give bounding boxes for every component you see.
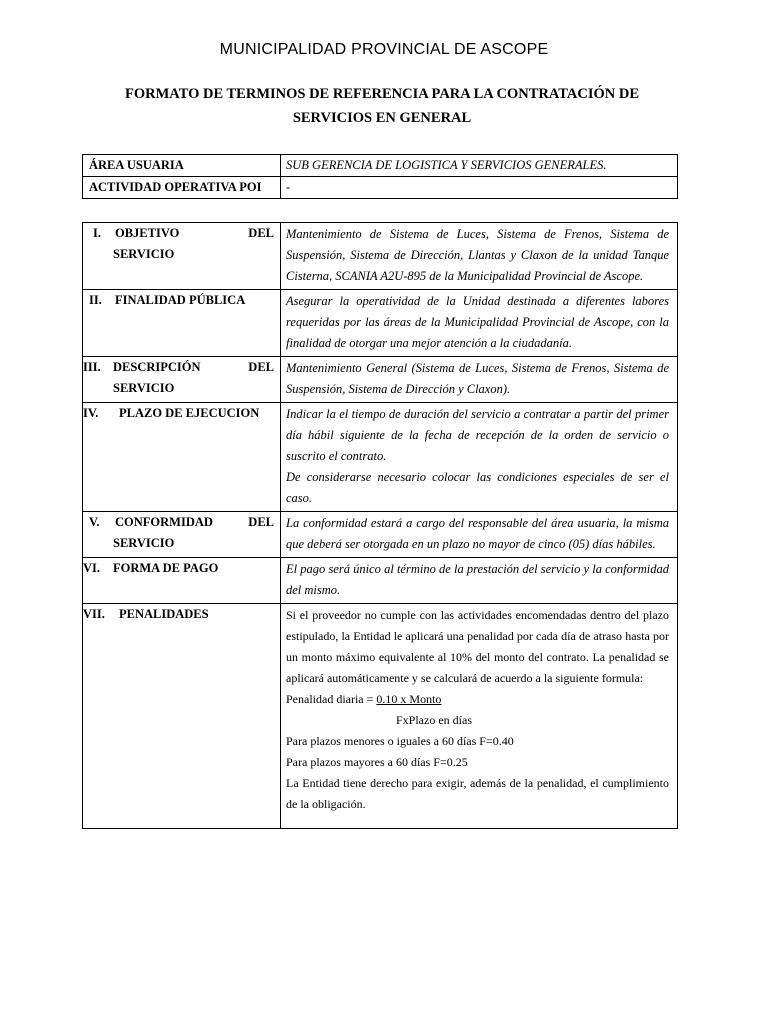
section-conformidad [83, 512, 678, 558]
section-label: FORMA DE PAGO [113, 561, 219, 575]
section-label-cell [83, 290, 281, 357]
penalidades-text-2: La Entidad tiene derecho para exigir, además de la penalidad, el cumplimiento de la obligación. [286, 776, 669, 811]
area-label: ÁREA USUARIA [89, 158, 184, 172]
formula-denominator: FxPlazo en días [396, 713, 472, 727]
plazo-text-2: De considerarse necesario colocar las condiciones especiales de ser el caso. [286, 470, 669, 505]
section-label-cell [83, 223, 281, 290]
section-number: III. [83, 360, 101, 374]
section-text-cell [281, 512, 678, 558]
poi-value-cell [281, 177, 678, 199]
area-label-cell [83, 155, 281, 177]
section-label: DESCRIPCIÓN DEL [113, 360, 274, 374]
info-table [82, 154, 678, 199]
section-label-cell [83, 403, 281, 512]
section-text-cell [281, 223, 678, 290]
poi-label-cell [83, 177, 281, 199]
penalidad-rule-1: Para plazos menores o iguales a 60 días F=0.40 [286, 734, 514, 748]
section-label-line2: SERVICIO [113, 536, 175, 550]
area-value-cell [281, 155, 678, 177]
document-title [82, 82, 682, 130]
section-label-cell [83, 357, 281, 403]
section-plazo [83, 403, 678, 512]
penalidades-text-1: Si el proveedor no cumple con las actividades encomendadas dentro del plazo estipulado, la Entidad le aplicará una penalidad por cada día de atraso hasta por un monto máximo equivalente al 10% del monto del contrato. La penalidad se aplicará automáticamente y se calculará de acuerdo a la siguiente formula: [286, 608, 669, 685]
poi-value: - [286, 180, 291, 194]
section-objetivo [83, 223, 678, 290]
section-label: FINALIDAD PÚBLICA [115, 293, 246, 307]
pago-text: El pago será único al término de la prestación del servicio y la conformidad del mismo. [286, 562, 669, 597]
section-number: II. [89, 293, 102, 307]
formula-numerator: 0.10 x Monto [376, 692, 442, 706]
penalidad-formula: Penalidad diaria = 0.10 x Monto [286, 692, 442, 706]
section-pago [83, 558, 678, 604]
conformidad-text: La conformidad estará a cargo del responsable del área usuaria, la misma que deberá ser otorgada en un plazo no mayor de cinco (05) días hábiles. [286, 516, 669, 551]
section-label-line2: SERVICIO [113, 381, 175, 395]
penalidad-rule-2: Para plazos mayores a 60 días F=0.25 [286, 755, 468, 769]
plazo-text-1: Indicar la el tiempo de duración del servicio a contratar a partir del primer día hábil siguiente de la fecha de recepción de la orden de servicio o suscrito el contrato. [286, 407, 669, 463]
section-label: PLAZO DE EJECUCION [119, 406, 260, 420]
section-label: PENALIDADES [119, 607, 209, 621]
poi-label: ACTIVIDAD OPERATIVA POI [89, 180, 262, 194]
section-text-cell [281, 290, 678, 357]
section-text-cell [281, 604, 678, 829]
section-label-line2: SERVICIO [113, 247, 175, 261]
section-number: VII. [83, 607, 105, 621]
section-text-cell [281, 403, 678, 512]
section-label: OBJETIVO DEL [115, 226, 274, 240]
section-number: VI. [83, 561, 101, 575]
section-label-cell [83, 512, 281, 558]
section-label: CONFORMIDAD DEL [115, 515, 274, 529]
poi-row [83, 177, 678, 199]
section-number: V. [89, 515, 100, 529]
title-line-2: SERVICIOS EN GENERAL [292, 110, 472, 126]
municipality-name: MUNICIPALIDAD PROVINCIAL DE ASCOPE [219, 41, 549, 58]
section-text-cell [281, 357, 678, 403]
section-label-cell [83, 604, 281, 829]
area-row [83, 155, 678, 177]
section-penalidades [83, 604, 678, 829]
finalidad-text: Asegurar la operatividad de la Unidad destinada a diferentes labores requeridas por las áreas de la Municipalidad Provincial de Ascope, con la finalidad de otorgar una mejor atención a la ciudadanía. [286, 294, 669, 350]
terms-table [82, 222, 678, 829]
section-descripcion [83, 357, 678, 403]
title-line-1: FORMATO DE TERMINOS DE REFERENCIA PARA LA CONTRATACIÓN DE [125, 86, 639, 102]
descripcion-text: Mantenimiento General (Sistema de Luces, Sistema de Frenos, Sistema de Suspensión, Sistema de Dirección y Claxon). [286, 361, 669, 396]
area-value: SUB GERENCIA DE LOGISTICA Y SERVICIOS GENERALES. [286, 158, 607, 172]
section-number: IV. [83, 406, 99, 420]
objetivo-text: Mantenimiento de Sistema de Luces, Sistema de Frenos, Sistema de Suspensión, Sistema de Dirección, Llantas y Claxon de la unidad Tanque Cisterna, SCANIA A2U-895 de la Municipalidad Provincial de Ascope. [286, 227, 669, 283]
section-number: I. [93, 226, 101, 240]
section-label-cell [83, 558, 281, 604]
section-text-cell [281, 558, 678, 604]
section-finalidad [83, 290, 678, 357]
